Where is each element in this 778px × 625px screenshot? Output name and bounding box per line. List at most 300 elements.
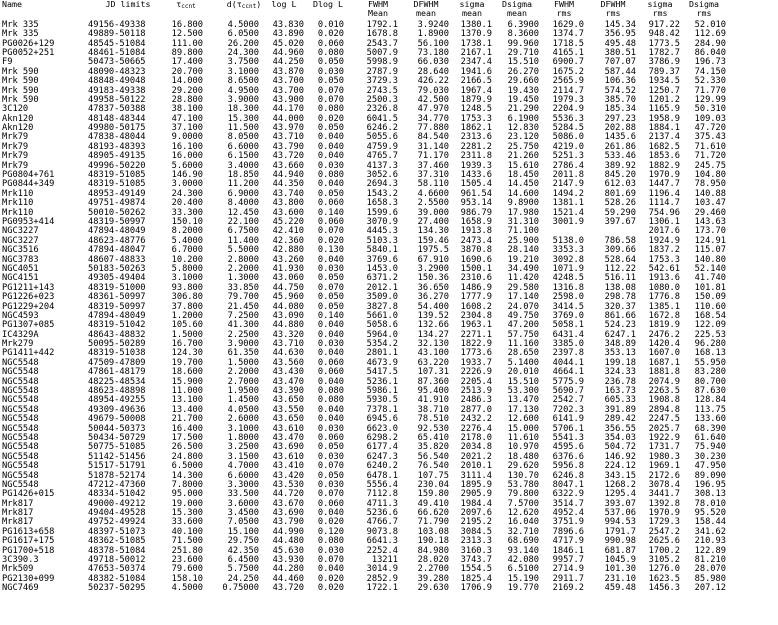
cell-jd: 48090-48323 [88, 66, 146, 77]
cell-fwhm_rms: 4664.1 [552, 367, 584, 378]
cell-dfwhm_rms: 185.34 [604, 104, 636, 115]
col-header-dsigma-mean: Dsigma [502, 0, 532, 9]
cell-dfwhm_mean: 71.170 [417, 151, 449, 162]
cell-sigma_rms: 1819.9 [648, 320, 680, 331]
cell-fwhm_rms: 2169.2 [552, 583, 584, 594]
cell-dtau: 22.100 [227, 216, 259, 227]
cell-jd: 48623-48776 [88, 235, 146, 246]
cell-dfwhm_mean: 230.04 [417, 479, 449, 490]
cell-dlogl: 0.050 [317, 301, 344, 312]
cell-dfwhm_mean: 28.640 [417, 66, 449, 77]
cell-tau: 5.8000 [171, 263, 203, 274]
cell-dfwhm_mean: 37.460 [417, 160, 449, 171]
cell-sigma_rms: 1729.3 [648, 517, 680, 528]
cell-dfwhm_mean: 36.650 [417, 282, 449, 293]
cell-name: NGC5548 [2, 470, 39, 481]
cell-dsigma_mean: 19.210 [507, 254, 539, 265]
col-header-jd-limits: JD limits [105, 0, 151, 9]
cell-dfwhm_mean: 92.530 [417, 423, 449, 434]
cell-dsigma_rms: 122.09 [694, 320, 726, 331]
cell-dsigma_mean: 130.70 [507, 470, 539, 481]
cell-name: PG0052+251 [2, 47, 55, 58]
cell-dsigma_mean: 5.1400 [507, 357, 539, 368]
cell-tau: 6.7000 [171, 245, 203, 256]
cell-dsigma_rms: 284.90 [694, 38, 726, 49]
cell-dfwhm_rms: 354.03 [604, 432, 636, 443]
cell-dtau: 5.7500 [227, 564, 259, 575]
cell-fwhm_rms: 8047.1 [552, 479, 584, 490]
cell-dfwhm_rms: 146.92 [604, 451, 636, 462]
cell-dsigma_mean: 25.750 [507, 141, 539, 152]
cell-dsigma_mean: 12.620 [507, 508, 539, 519]
cell-dfwhm_rms: 199.18 [604, 357, 636, 368]
cell-dsigma_rms: 113.75 [694, 404, 726, 415]
cell-tau: 79.600 [171, 564, 203, 575]
cell-fwhm_rms: 6322.9 [552, 489, 584, 500]
cell-sigma_mean: 2010.1 [460, 461, 492, 472]
cell-tau: 24.800 [171, 451, 203, 462]
cell-tau: 12.500 [171, 29, 203, 40]
cell-dfwhm_mean: 58.110 [417, 179, 449, 190]
cell-dsigma_mean: 17.980 [507, 207, 539, 218]
cell-sigma_mean: 2276.4 [460, 423, 492, 434]
cell-dfwhm_rms: 612.03 [604, 179, 636, 190]
cell-sigma_rms: 1924.9 [648, 235, 680, 246]
cell-dsigma_mean: 21.260 [507, 151, 539, 162]
cell-dtau: 8.6500 [227, 76, 259, 87]
cell-name: Akn120 [2, 123, 34, 134]
cell-logl: 43.870 [272, 66, 304, 77]
cell-jd: 47837-50388 [88, 104, 146, 115]
cell-fwhm_mean: 4765.7 [366, 151, 398, 162]
cell-name: PG1617+175 [2, 536, 55, 547]
cell-sigma_mean: 3743.7 [460, 555, 492, 566]
cell-dsigma_mean: 29.620 [507, 461, 539, 472]
cell-sigma_mean: 1984.4 [460, 498, 492, 509]
cell-tau: 105.60 [171, 320, 203, 331]
cell-dfwhm_mean: 107.31 [417, 367, 449, 378]
cell-dtau: 8.4000 [227, 198, 259, 209]
cell-dlogl: 0.030 [317, 263, 344, 274]
cell-fwhm_mean: 4673.9 [366, 357, 398, 368]
table-subheader [0, 9, 778, 18]
cell-name: NGC3227 [2, 226, 39, 237]
cell-dsigma_mean: 34.490 [507, 263, 539, 274]
cell-dfwhm_mean: 107.75 [417, 470, 449, 481]
cell-dtau: 3.1000 [227, 423, 259, 434]
col-units-sigma-mean: mean [462, 8, 482, 19]
cell-sigma_rms: 1420.4 [648, 339, 680, 350]
cell-dfwhm_mean: 65.410 [417, 432, 449, 443]
cell-dtau: 3.9000 [227, 339, 259, 350]
cell-dlogl: 0.070 [317, 94, 344, 105]
cell-jd: 51142-51456 [88, 451, 146, 462]
cell-fwhm_mean: 4445.3 [366, 226, 398, 237]
cell-dtau: 24.250 [227, 573, 259, 584]
cell-dtau: 33.500 [227, 489, 259, 500]
cell-dlogl: 0.130 [317, 245, 344, 256]
cell-tau: 17.400 [171, 57, 203, 68]
cell-sigma_rms: 3078.4 [648, 479, 680, 490]
cell-dfwhm_rms: 231.10 [604, 573, 636, 584]
cell-dsigma_rms: 110.60 [694, 301, 726, 312]
cell-fwhm_mean: 5236.6 [366, 508, 398, 519]
cell-name: NGC4051 [2, 263, 39, 274]
cell-dtau: 3.3000 [227, 479, 259, 490]
cell-dfwhm_rms: 605.33 [604, 395, 636, 406]
cell-dfwhm_rms: 786.58 [604, 235, 636, 246]
cell-sigma_mean: 3111.4 [460, 470, 492, 481]
cell-name: PG0804+761 [2, 170, 55, 181]
cell-dfwhm_mean: 87.360 [417, 376, 449, 387]
cell-fwhm_mean: 2326.8 [366, 104, 398, 115]
cell-name: PG0953+414 [2, 216, 55, 227]
cell-sigma_mean: 1825.4 [460, 573, 492, 584]
cell-logl: 43.470 [272, 432, 304, 443]
cell-fwhm_mean: 6247.3 [366, 451, 398, 462]
cell-fwhm_mean: 6945.6 [366, 414, 398, 425]
cell-dtau: 6.6000 [227, 141, 259, 152]
cell-name: Mrk110 [2, 188, 34, 199]
cell-jd: 51517-51791 [88, 461, 146, 472]
cell-sigma_rms: 1392.8 [648, 498, 680, 509]
cell-dsigma_mean: 21.290 [507, 104, 539, 115]
cell-name: PG1411+442 [2, 348, 55, 359]
cell-fwhm_mean: 7378.1 [366, 404, 398, 415]
cell-fwhm_rms: 5706.1 [552, 423, 584, 434]
cell-logl: 43.830 [272, 19, 304, 30]
cell-sigma_rms: 1165.9 [648, 104, 680, 115]
cell-dfwhm_mean: 27.400 [417, 216, 449, 227]
cell-dsigma_mean: 14.600 [507, 188, 539, 199]
cell-name: NGC5548 [2, 386, 39, 397]
cell-logl: 43.410 [272, 461, 304, 472]
cell-dsigma_rms: 74.150 [694, 66, 726, 77]
cell-sigma_rms: 1782.7 [648, 47, 680, 58]
cell-dsigma_rms: 104.80 [694, 170, 726, 181]
cell-dfwhm_mean: 73.180 [417, 47, 449, 58]
cell-dsigma_rms: 133.60 [694, 414, 726, 425]
cell-sigma_rms: 1731.7 [648, 442, 680, 453]
cell-logl: 43.320 [272, 329, 304, 340]
cell-fwhm_mean: 6478.1 [366, 470, 398, 481]
cell-dlogl: 0.140 [317, 207, 344, 218]
cell-dsigma_mean: 19.770 [507, 583, 539, 594]
cell-dtau: 2.2000 [227, 367, 259, 378]
cell-logl: 44.080 [272, 301, 304, 312]
cell-dtau: 1.9500 [227, 386, 259, 397]
cell-fwhm_rms: 2714.9 [552, 564, 584, 575]
cell-sigma_rms: 1447.7 [648, 179, 680, 190]
cell-dtau: 2.6000 [227, 414, 259, 425]
cell-logl: 43.740 [272, 188, 304, 199]
cell-jd: 48848-49048 [88, 76, 146, 87]
cell-tau: 1.2000 [171, 310, 203, 321]
cell-dfwhm_rms: 574.52 [604, 85, 636, 96]
cell-name: Mrk79 [2, 132, 29, 143]
cell-dsigma_mean: 93.140 [507, 545, 539, 556]
cell-dsigma_rms: 52.330 [694, 76, 726, 87]
cell-dfwhm_rms: 990.98 [604, 536, 636, 547]
cell-fwhm_mean: 6177.4 [366, 442, 398, 453]
cell-dsigma_mean: 15.510 [507, 57, 539, 68]
cell-fwhm_rms: 4717.9 [552, 536, 584, 547]
cell-dfwhm_rms: 6247.1 [604, 329, 636, 340]
cell-dlogl: 0.140 [317, 310, 344, 321]
cell-fwhm_mean: 2543.7 [366, 38, 398, 49]
cell-dfwhm_rms: 385.70 [604, 94, 636, 105]
cell-name: Mrk 590 [2, 94, 39, 105]
cell-sigma_mean: 1822.9 [460, 339, 492, 350]
cell-tau: 37.100 [171, 123, 203, 134]
cell-dsigma_mean: 12.600 [507, 414, 539, 425]
cell-dlogl: 0.070 [317, 555, 344, 566]
cell-dsigma_rms: 124.91 [694, 235, 726, 246]
cell-dsigma_rms: 68.390 [694, 423, 726, 434]
cell-dlogl: 0.080 [317, 104, 344, 115]
cell-logl: 43.710 [272, 132, 304, 143]
cell-fwhm_mean: 1792.1 [366, 19, 398, 30]
cell-jd: 50775-51085 [88, 442, 146, 453]
cell-fwhm_mean: 4711.3 [366, 498, 398, 509]
cell-sigma_mean: 2166.5 [460, 76, 492, 87]
cell-dsigma_rms: 71.610 [694, 141, 726, 152]
cell-dsigma_mean: 18.480 [507, 451, 539, 462]
cell-fwhm_mean: 2787.9 [366, 66, 398, 77]
cell-dtau: 2.7000 [227, 376, 259, 387]
cell-jd: 49679-50008 [88, 414, 146, 425]
cell-jd: 50183-50263 [88, 263, 146, 274]
cell-logl: 43.800 [272, 198, 304, 209]
cell-dfwhm_mean: 66.620 [417, 508, 449, 519]
cell-tau: 19.700 [171, 357, 203, 368]
cell-dlogl: 0.060 [317, 367, 344, 378]
cell-dfwhm_rms: 261.86 [604, 141, 636, 152]
cell-dtau: 1.8000 [227, 432, 259, 443]
cell-logl: 43.650 [272, 414, 304, 425]
cell-dfwhm_rms: 145.34 [604, 19, 636, 30]
cell-sigma_rms: 2547.2 [648, 526, 680, 537]
cell-dsigma_rms: 55.950 [694, 357, 726, 368]
cell-sigma_mean: 2513.9 [460, 386, 492, 397]
cell-fwhm_mean: 3509.0 [366, 292, 398, 303]
cell-name: NGC5548 [2, 432, 39, 443]
cell-dtau: 12.450 [227, 207, 259, 218]
cell-tau: 10.200 [171, 254, 203, 265]
cell-sigma_rms: 1776.8 [648, 292, 680, 303]
cell-tau: 20.700 [171, 66, 203, 77]
cell-jd: 48362-51085 [88, 536, 146, 547]
cell-logl: 44.460 [272, 573, 304, 584]
cell-dsigma_mean: 49.750 [507, 310, 539, 321]
cell-fwhm_mean: 5998.9 [366, 57, 398, 68]
cell-fwhm_mean: 3769.6 [366, 254, 398, 265]
cell-dfwhm_mean: 49.410 [417, 498, 449, 509]
col-header-fwhm-mean: FWHM [368, 0, 388, 9]
cell-dfwhm_mean: 35.820 [417, 442, 449, 453]
cell-logl: 45.960 [272, 292, 304, 303]
cell-sigma_rms: 948.42 [648, 29, 680, 40]
cell-fwhm_rms: 6141.9 [552, 414, 584, 425]
cell-sigma_mean: 1380.1 [460, 19, 492, 30]
cell-dsigma_rms: 109.03 [694, 113, 726, 124]
cell-sigma_rms: 2017.6 [648, 226, 680, 237]
cell-dsigma_rms: 128.84 [694, 395, 726, 406]
cell-dfwhm_rms: 138.08 [604, 282, 636, 293]
cell-tau: 16.400 [171, 423, 203, 434]
cell-sigma_mean: 1690.6 [460, 254, 492, 265]
cell-dtau: 26.200 [227, 38, 259, 49]
cell-dsigma_mean: 6.3900 [507, 19, 539, 30]
cell-fwhm_rms: 2114.7 [552, 85, 584, 96]
cell-tau: 47.100 [171, 113, 203, 124]
table-body [0, 21, 778, 594]
cell-dsigma_rms: 71.720 [694, 151, 726, 162]
cell-dfwhm_mean: 71.790 [417, 517, 449, 528]
cell-fwhm_rms: 4952.4 [552, 508, 584, 519]
cell-jd: 50010-50262 [88, 207, 146, 218]
cell-dsigma_mean: 20.010 [507, 367, 539, 378]
cell-name: Mrk 590 [2, 66, 39, 77]
cell-name: Mrk 590 [2, 85, 39, 96]
cell-jd: 48319-51085 [88, 170, 146, 181]
cell-dtau: 3.1000 [227, 66, 259, 77]
cell-name: 3C120 [2, 104, 29, 115]
cell-fwhm_rms: 3092.8 [552, 254, 584, 265]
cell-logl: 44.000 [272, 113, 304, 124]
cell-sigma_mean: 1941.6 [460, 66, 492, 77]
cell-dfwhm_rms: 1435.6 [604, 132, 636, 143]
cell-dfwhm_rms: 528.26 [604, 198, 636, 209]
cell-dfwhm_rms: 495.48 [604, 38, 636, 49]
cell-dlogl: 0.070 [317, 489, 344, 500]
cell-dfwhm_rms: 537.06 [604, 508, 636, 519]
cell-dsigma_rms: 83.280 [694, 367, 726, 378]
cell-sigma_rms: 542.61 [648, 263, 680, 274]
cell-dsigma_mean: 26.270 [507, 66, 539, 77]
cell-dsigma_mean: 32.710 [507, 526, 539, 537]
col-header-sigma-mean: sigma [459, 0, 485, 9]
cell-dsigma_mean: 25.900 [507, 235, 539, 246]
cell-fwhm_mean: 5661.0 [366, 310, 398, 321]
cell-tau: 29.200 [171, 85, 203, 96]
cell-fwhm_mean: 6240.2 [366, 461, 398, 472]
cell-tau: 33.300 [171, 207, 203, 218]
cell-dlogl: 0.070 [317, 85, 344, 96]
cell-dfwhm_mean: 84.980 [417, 545, 449, 556]
cell-dfwhm_mean: 159.80 [417, 489, 449, 500]
cell-name: PG1613+658 [2, 526, 55, 537]
cell-jd: 48193-48393 [88, 141, 146, 152]
cell-name: Akn120 [2, 113, 34, 124]
cell-tau: 14.300 [171, 470, 203, 481]
cell-dtau: 18.300 [227, 104, 259, 115]
cell-sigma_rms: 1913.6 [648, 273, 680, 284]
cell-sigma_mean: 2021.2 [460, 451, 492, 462]
cell-fwhm_mean: 2801.1 [366, 348, 398, 359]
cell-dfwhm_mean: 34.770 [417, 113, 449, 124]
cell-dtau: 11.500 [227, 123, 259, 134]
cell-dtau: 15.300 [227, 113, 259, 124]
cell-jd: 47894-48049 [88, 226, 146, 237]
cell-sigma_rms: 2247.5 [648, 414, 680, 425]
cell-logl: 44.250 [272, 57, 304, 68]
cell-fwhm_rms: 6431.4 [552, 329, 584, 340]
cell-logl: 43.560 [272, 357, 304, 368]
cell-sigma_rms: 1837.2 [648, 245, 680, 256]
cell-dsigma_mean: 9.8900 [507, 198, 539, 209]
cell-dtau: 1.5000 [227, 357, 259, 368]
cell-sigma_rms: 1700.2 [648, 545, 680, 556]
cell-sigma_mean: 1505.4 [460, 179, 492, 190]
cell-fwhm_rms: 2911.7 [552, 573, 584, 584]
cell-dsigma_rms: 112.69 [694, 29, 726, 40]
cell-dfwhm_rms: 801.69 [604, 188, 636, 199]
cell-dfwhm_mean: 132.66 [417, 320, 449, 331]
cell-logl: 44.960 [272, 47, 304, 58]
cell-dsigma_rms: 158.44 [694, 517, 726, 528]
cell-dsigma_mean: 12.830 [507, 123, 539, 134]
cell-name: PG1426+015 [2, 489, 55, 500]
cell-tau: 33.600 [171, 517, 203, 528]
cell-jd: 50434-50729 [88, 432, 146, 443]
cell-tau: 28.800 [171, 94, 203, 105]
cell-sigma_rms: 1196.4 [648, 188, 680, 199]
cell-name: PG0844+349 [2, 179, 55, 190]
cell-dlogl: 0.080 [317, 170, 344, 181]
cell-fwhm_mean: 2852.9 [366, 573, 398, 584]
cell-fwhm_mean: 5556.4 [366, 479, 398, 490]
cell-jd: 48643-48832 [88, 329, 146, 340]
cell-tau: 71.500 [171, 536, 203, 547]
cell-logl: 43.430 [272, 367, 304, 378]
cell-name: NGC5548 [2, 404, 39, 415]
cell-sigma_mean: 1370.9 [460, 29, 492, 40]
cell-sigma_mean: 3870.8 [460, 245, 492, 256]
cell-sigma_rms: 1958.9 [648, 113, 680, 124]
cell-dlogl: 0.030 [317, 451, 344, 462]
cell-sigma_mean: 986.79 [460, 207, 492, 218]
cell-dsigma_rms: 168.54 [694, 310, 726, 321]
cell-dfwhm_rms: 112.22 [604, 263, 636, 274]
cell-sigma_mean: 2034.8 [460, 442, 492, 453]
cell-tau: 111.00 [171, 38, 203, 49]
cell-sigma_mean: 2097.6 [460, 508, 492, 519]
cell-dfwhm_rms: 101.30 [604, 564, 636, 575]
cell-fwhm_rms: 5138.0 [552, 235, 584, 246]
cell-fwhm_rms: 6900.7 [552, 57, 584, 68]
cell-dtau: 4.7000 [227, 461, 259, 472]
cell-logl: 43.470 [272, 376, 304, 387]
cell-sigma_rms: 1970.9 [648, 508, 680, 519]
cell-sigma_rms: 1385.1 [648, 301, 680, 312]
cell-jd: 51878-52174 [88, 470, 146, 481]
cell-dlogl: 0.060 [317, 357, 344, 368]
cell-dlogl: 0.050 [317, 188, 344, 199]
cell-dfwhm_rms: 163.73 [604, 386, 636, 397]
cell-jd: 48953-49149 [88, 188, 146, 199]
cell-fwhm_mean: 2500.3 [366, 94, 398, 105]
cell-dsigma_rms: 87.630 [694, 386, 726, 397]
cell-logl: 43.720 [272, 583, 304, 594]
cell-fwhm_rms: 3769.0 [552, 310, 584, 321]
cell-sigma_mean: 1862.1 [460, 123, 492, 134]
cell-jd: 50044-50373 [88, 423, 146, 434]
cell-dsigma_mean: 15.000 [507, 423, 539, 434]
cell-dlogl: 0.060 [317, 216, 344, 227]
cell-tau: 8.2000 [171, 226, 203, 237]
cell-fwhm_rms: 7202.3 [552, 404, 584, 415]
